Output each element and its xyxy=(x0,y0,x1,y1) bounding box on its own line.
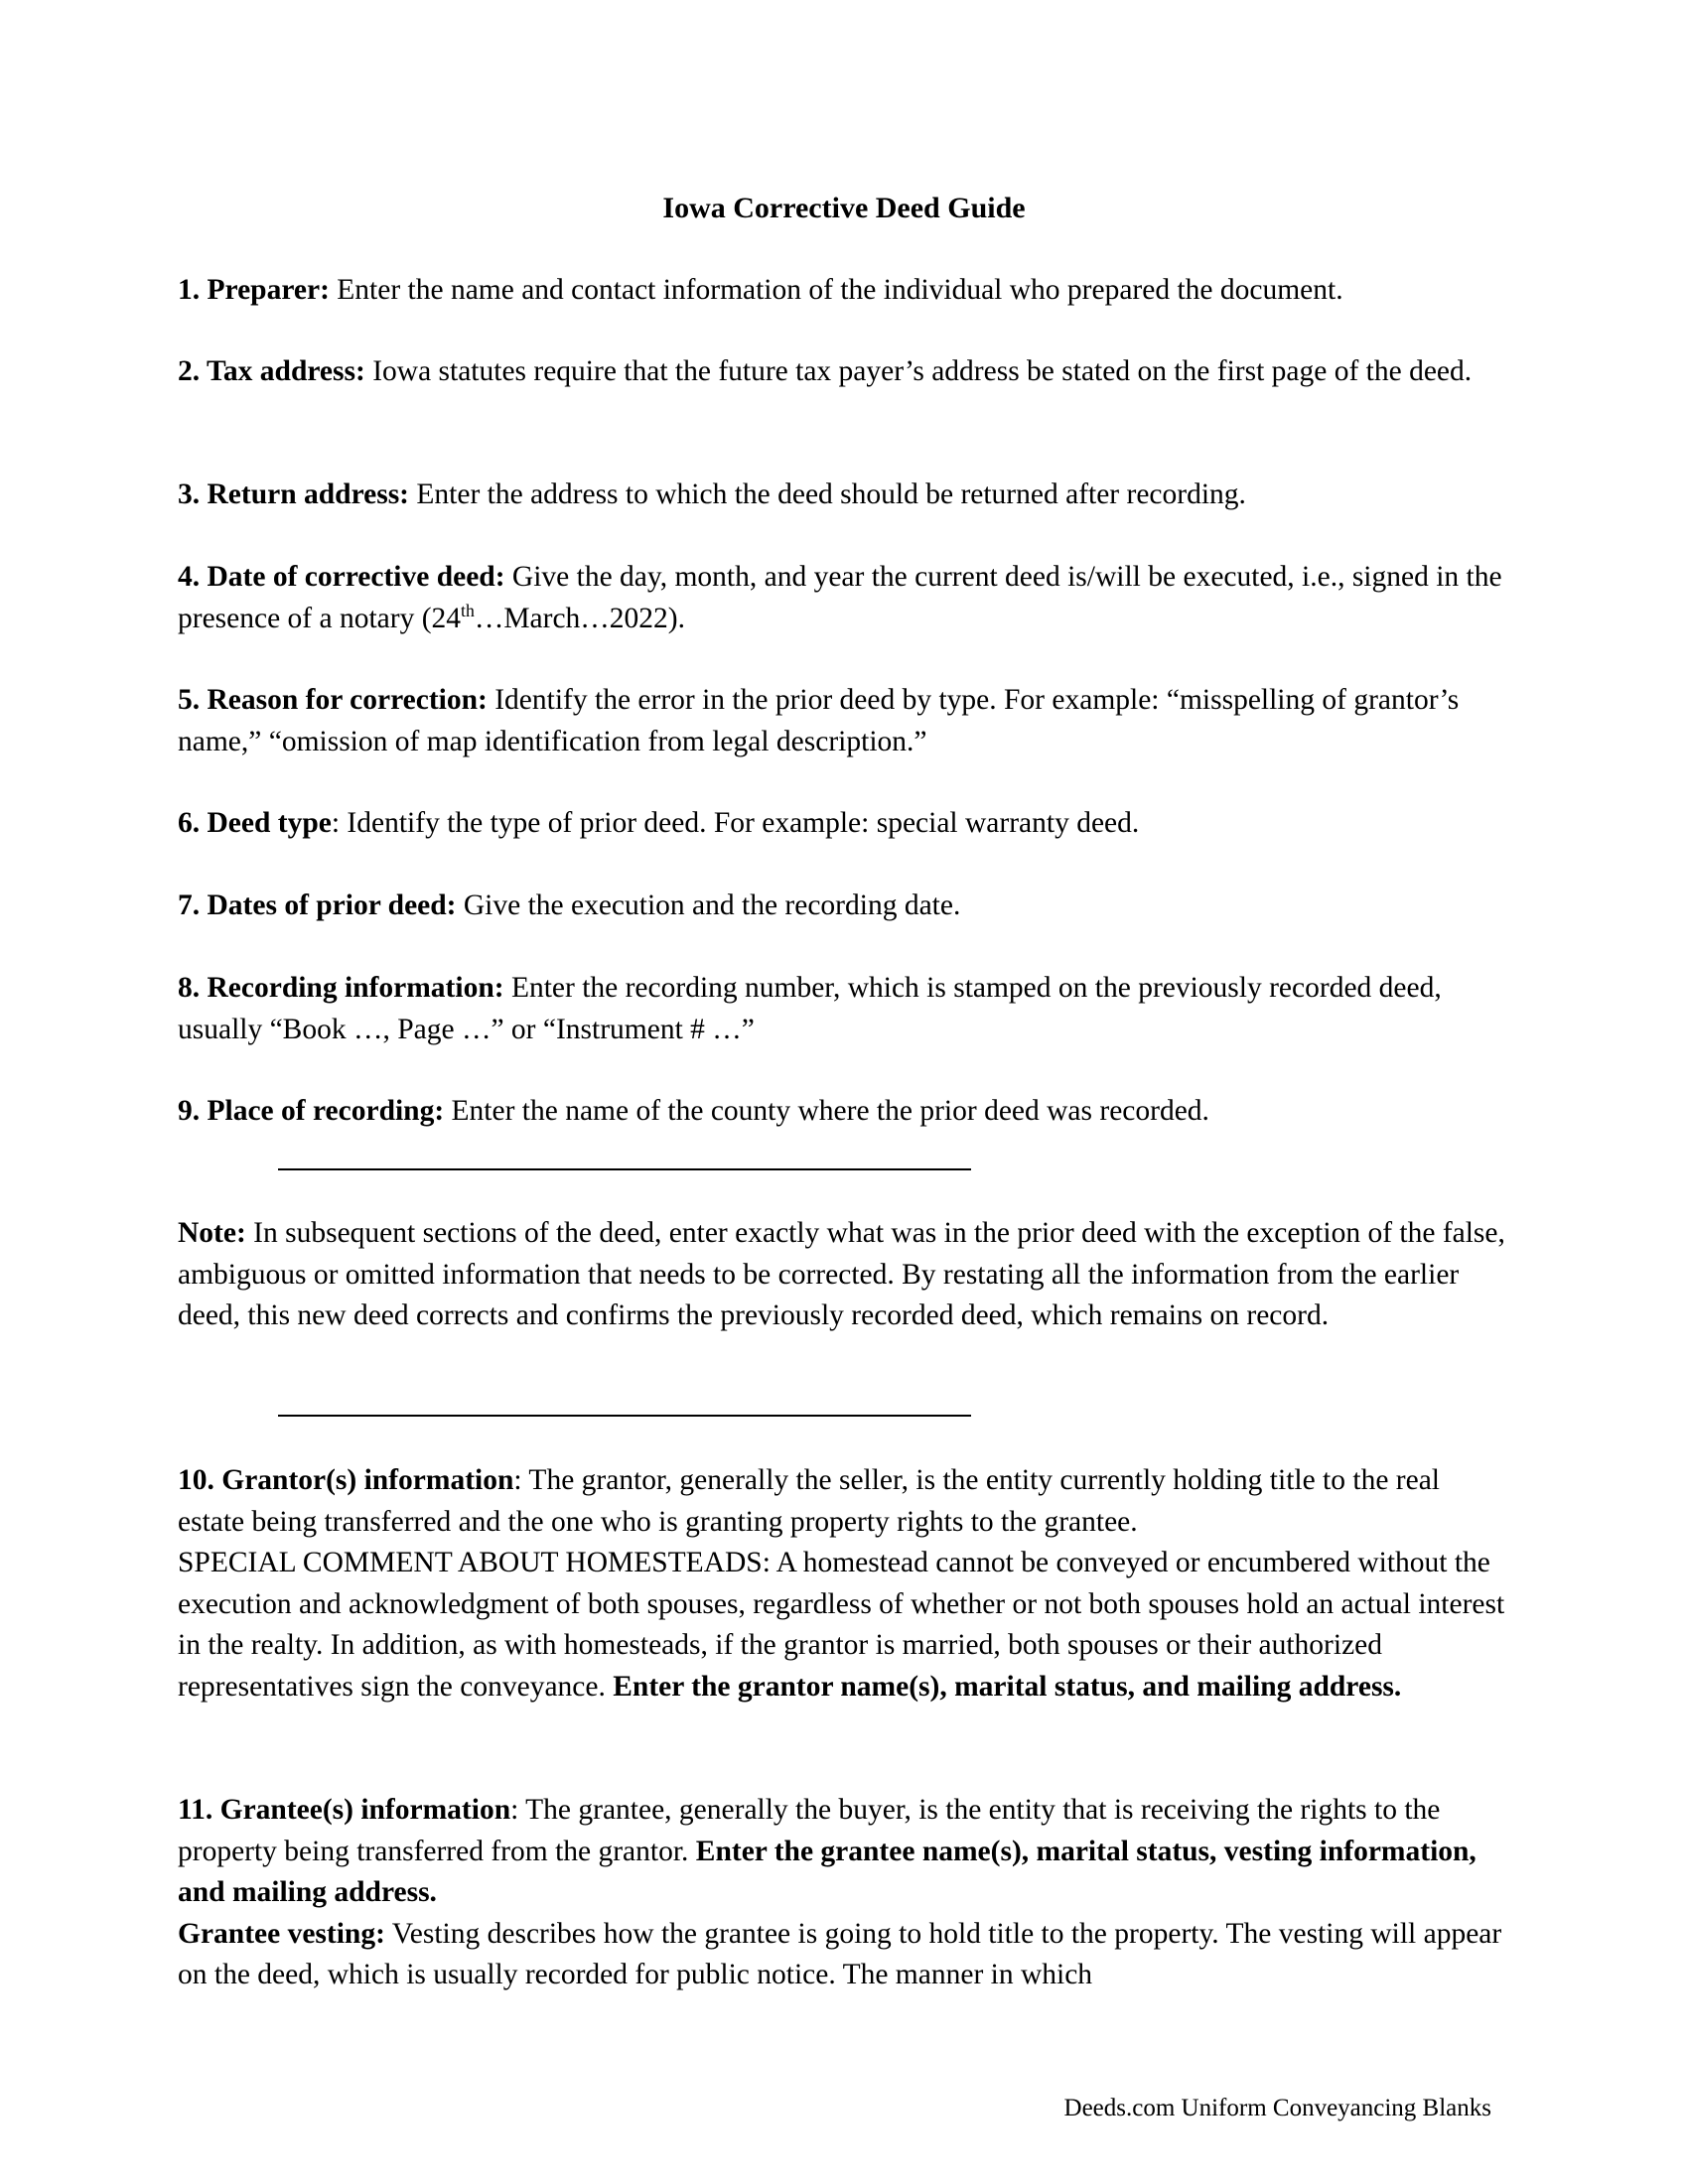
item-superscript: th xyxy=(461,600,475,620)
item-label: 6. Deed type xyxy=(178,807,332,839)
item-recording-information xyxy=(178,968,1510,1050)
item-text: Identify the error in the prior deed by type. For example: “misspelling of grantor’s name,” “omission of map identification from legal description.” xyxy=(178,684,1460,757)
item-label: 2. Tax address: xyxy=(178,355,365,387)
item-date-of-corrective-deed xyxy=(178,557,1510,639)
item-label: 4. Date of corrective deed: xyxy=(178,561,505,593)
item-label: 3. Return address: xyxy=(178,478,410,510)
divider-line xyxy=(278,1415,971,1417)
item-text: : Identify the type of prior deed. For example: special warranty deed. xyxy=(331,807,1140,839)
instruction-bold: Enter the grantee name(s), marital status, vesting information, and mailing address. xyxy=(178,1835,1477,1908)
vesting-text: Vesting describes how the grantee is going to hold title to the property. The vesting will appear on the deed, which is usually recorded for public notice. The manner in which xyxy=(178,1917,1502,1990)
note-text: In subsequent sections of the deed, enter exactly what was in the prior deed with the exception of the false, ambiguous or omitted information that needs to be corrected. By restating all the information from the earlier deed, this new deed corrects and confirms the previously recorded deed, which remains on record. xyxy=(178,1217,1505,1331)
instruction-bold: Enter the grantor name(s), marital status, and mailing address. xyxy=(613,1670,1402,1703)
item-grantor-information xyxy=(178,1460,1510,1707)
item-label: 1. Preparer: xyxy=(178,274,330,306)
page-footer: Deeds.com Uniform Conveyancing Blanks xyxy=(1063,2095,1491,2121)
note-label: Note: xyxy=(178,1217,246,1249)
item-text: Iowa statutes require that the future tax payer’s address be stated on the first page of the deed. xyxy=(364,355,1473,387)
item-label: 7. Dates of prior deed: xyxy=(178,889,457,921)
document-title: Iowa Corrective Deed Guide xyxy=(662,192,1026,224)
item-text: Give the execution and the recording date. xyxy=(456,889,961,921)
item-text: : The grantee, generally the buyer, is the entity that is receiving the rights to the property being transferred from the grantor. xyxy=(178,1794,1441,1867)
item-label: 5. Reason for correction: xyxy=(178,684,488,716)
item-return-address xyxy=(178,475,1510,516)
item-text: Enter the recording number, which is stamped on the previously recorded deed, usually “Book …, Page …” or “Instrument # …” xyxy=(178,972,1442,1045)
item-preparer xyxy=(178,270,1510,312)
special-text: : A homestead cannot be conveyed or encumbered without the execution and acknowledgment of both spouses, regardless of whether or not both spouses hold an actual interest in the realty. In addition, as with homesteads, if the grantor is married, both spouses or their authorized representatives sign the conveyance. xyxy=(178,1547,1505,1703)
item-text: : The grantor, generally the seller, is the entity currently holding title to the real estate being transferred and the one who is granting property rights to the grantee. xyxy=(178,1464,1440,1538)
special-heading: SPECIAL COMMENT ABOUT HOMESTEADS xyxy=(178,1547,763,1578)
item-label: 10. Grantor(s) information xyxy=(178,1464,514,1496)
item-text: Enter the name of the county where the prior deed was recorded. xyxy=(444,1095,1209,1127)
item-tax-address xyxy=(178,351,1510,393)
vesting-label: Grantee vesting: xyxy=(178,1917,385,1950)
item-text: Enter the address to which the deed should be returned after recording. xyxy=(409,478,1246,510)
item-label: 8. Recording information: xyxy=(178,972,504,1004)
item-text-after: …March…2022). xyxy=(474,602,686,634)
note-paragraph xyxy=(178,1213,1510,1337)
item-reason-for-correction xyxy=(178,680,1510,762)
item-place-of-recording xyxy=(178,1091,1510,1133)
item-text: Give the day, month, and year the current deed is/will be executed, i.e., signed in the presence of a notary (24 xyxy=(178,561,1502,634)
item-text: Enter the name and contact information of the individual who prepared the document. xyxy=(329,274,1343,306)
item-deed-type xyxy=(178,803,1510,845)
item-label: 9. Place of recording: xyxy=(178,1095,445,1127)
item-grantee-information xyxy=(178,1790,1510,1996)
divider-line xyxy=(278,1168,971,1170)
item-dates-of-prior-deed xyxy=(178,886,1510,927)
item-label: 11. Grantee(s) information xyxy=(178,1794,511,1826)
